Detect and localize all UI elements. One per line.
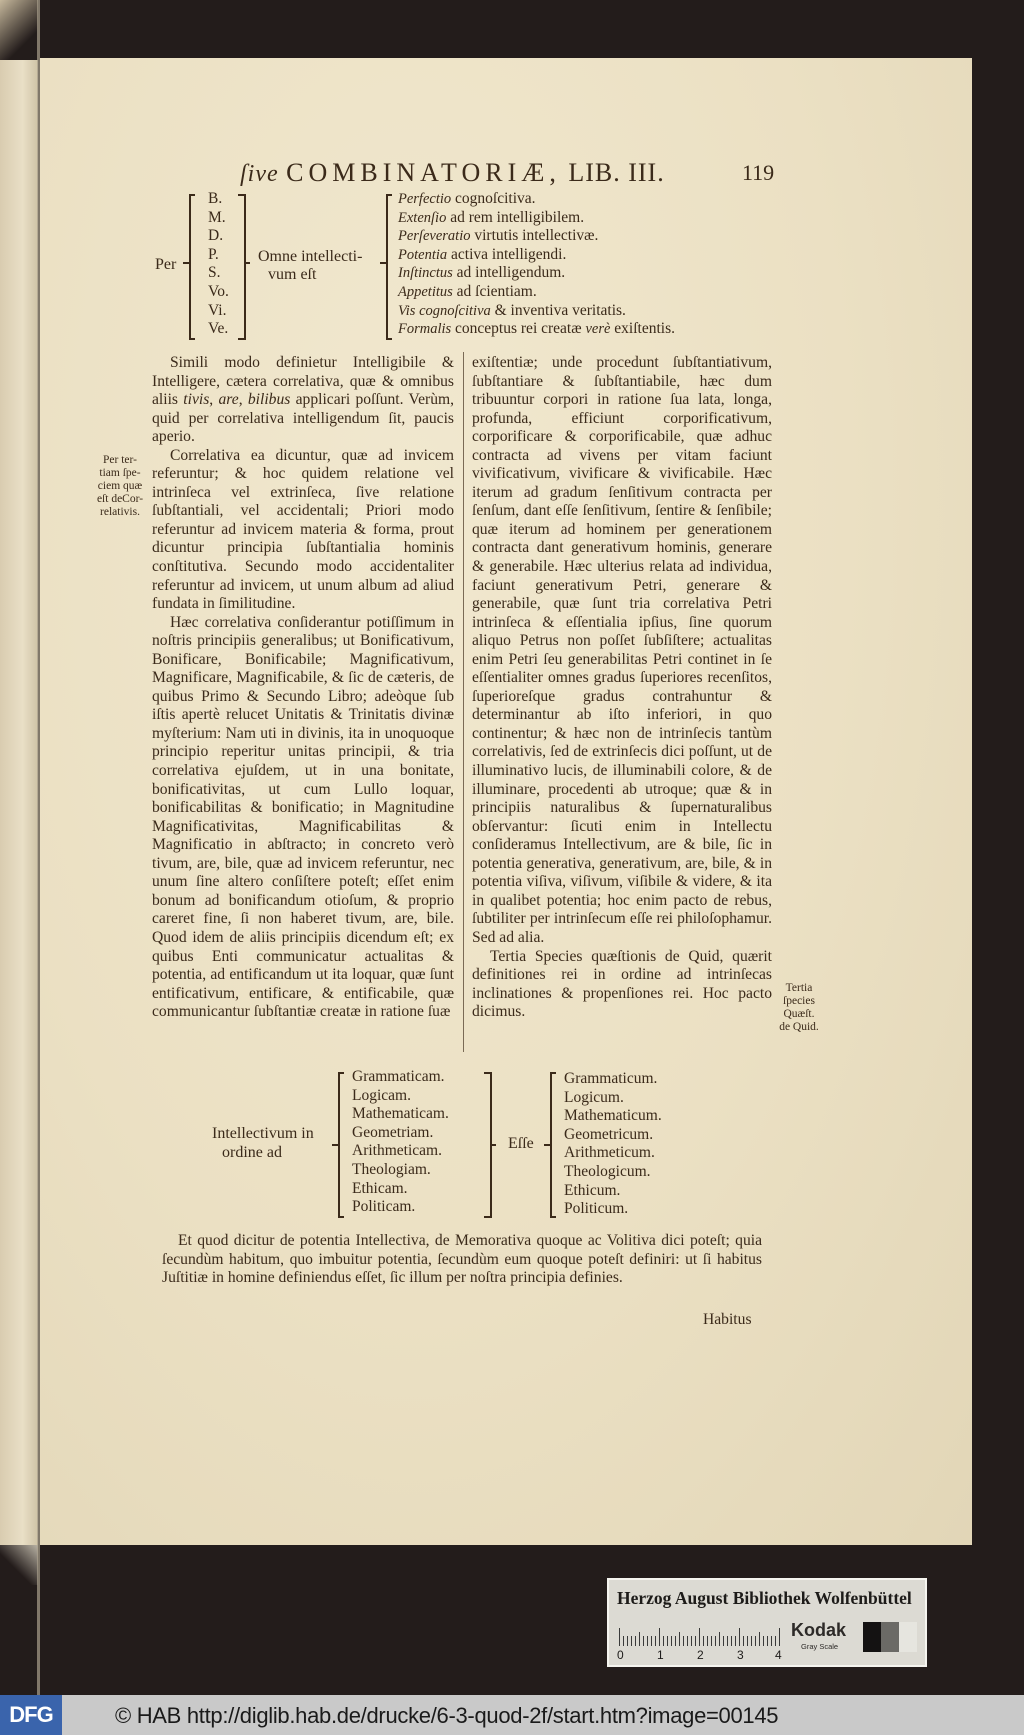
- ruler-label: 4: [775, 1648, 782, 1662]
- principle-letters: [208, 190, 229, 339]
- margin-note-correlatives: [92, 454, 148, 519]
- disciplines-list: [352, 1068, 449, 1217]
- definition-item: Extenſio ad rem intelligibilem.: [398, 208, 585, 226]
- discipline-item: Arithmeticam.: [352, 1142, 442, 1160]
- discipline-item: Theologiam.: [352, 1160, 431, 1178]
- bottom-paragraph: [162, 1232, 762, 1288]
- result-item: Ethicum.: [564, 1181, 621, 1199]
- library-name: Herzog August Bibliothek Wolfenbüttel: [617, 1588, 912, 1608]
- right-column: [472, 354, 772, 1022]
- result-item: Geometricum.: [564, 1125, 654, 1143]
- result-item: Logicum.: [564, 1088, 624, 1106]
- letter-item: S.: [208, 264, 221, 282]
- gray-patch-mid: [881, 1622, 899, 1652]
- discipline-item: Politicam.: [352, 1198, 416, 1216]
- running-head-lib: LIB. III.: [568, 158, 665, 187]
- label-line: Intellectivum in: [212, 1125, 314, 1142]
- paragraph: Tertia Species quæſtionis de Quid, quærit definitiones rei in ordine ad intrinſecas inclinationes & propenſiones rei. Hoc pacto dicimus.: [472, 947, 772, 1021]
- margin-line: Quæſt.: [783, 1008, 815, 1020]
- letter-item: M.: [208, 208, 226, 226]
- ruler-label: 1: [657, 1648, 664, 1662]
- definition-item: Perſeveratio virtutis intellectivæ.: [398, 227, 599, 245]
- discipline-item: Mathematicam.: [352, 1105, 449, 1123]
- paragraph: Et quod dicitur de potentia Intellectiva, de Memorativa quoque ac Volitiva dici poteſt; quia ſecundùm habitum, quo imbuitur potentia, ſecundùm eum quoque poteſt definiri: ut ſi habitus Juſtitiæ in homine definiendus eſſet, ſic illum per noſtra principia definies.: [162, 1232, 762, 1287]
- intellectivum-label: [212, 1124, 314, 1162]
- definition-item: Inſtinctus ad intelligendum.: [398, 264, 566, 282]
- letter-item: Vi.: [208, 301, 227, 319]
- letter-item: D.: [208, 227, 224, 245]
- footer-bar: [0, 1695, 1024, 1735]
- margin-line: ciem quæ: [97, 480, 143, 492]
- running-head: [240, 158, 665, 188]
- results-list: [564, 1070, 662, 1219]
- result-item: Politicum.: [564, 1200, 629, 1218]
- book-shadow-bottom: [0, 1545, 38, 1585]
- definition-item: Formalis conceptus rei creatæ verè exiſtentis.: [398, 320, 675, 338]
- color-calibration-bar: [607, 1578, 927, 1667]
- kodak-logo: Kodak: [791, 1620, 847, 1640]
- gray-patch-black: [863, 1622, 881, 1652]
- definition-item: Perfectio cognoſcitiva.: [398, 190, 536, 207]
- omne-line: vum eſt: [268, 266, 317, 283]
- margin-line: tiam ſpe-: [99, 467, 141, 479]
- discipline-item: Logicam.: [352, 1086, 411, 1104]
- margin-line: eſt deCor-: [96, 493, 144, 505]
- omne-line: Omne intellecti-: [258, 248, 363, 265]
- discipline-item: Geometriam.: [352, 1123, 434, 1141]
- ruler-label: 0: [617, 1648, 624, 1662]
- definition-item: Appetitus ad ſcientiam.: [398, 282, 537, 300]
- result-item: Grammaticum.: [564, 1070, 658, 1087]
- letter-item: B.: [208, 190, 223, 207]
- margin-note-tertia-species: [774, 982, 824, 1034]
- paragraph: exiſtentiæ; unde procedunt ſubſtantiativum, ſubſtantiare & ſubſtantiabile, hæc dum tribuuntur corpori in ratione ſua lata, longa, profunda, efficiunt corporificativum, corporificare & corporificabile, quæ adhuc contracta ad vivens per vitam faciunt vivificativum, vivificare & vivificabile. Hæc iterum ad gradum ſenſitivum contracta per ſenſum, dant eſſe ſenſitivum, ſentire & ſenſibile; quæ iterum ad hominem per generationem contracta dant generativum hominis, generare & generabile. Hæc ulterius relata ad individua, faciunt generativum Petri, generare & generabile, quæ ſunt tria correlativa Petri intrinſeca & eſſentialia ipſius, ſine quorum aliquo Petrus non poſſet ſubſiſtere; actualitas enim Petri ſeu generabilitas Petri continet in ſe eſſentialiter omnes gradus ſuperiores recenſitos, ſuperioreſque gradus contrahuntur & determinantur ab iſto inferiori, in quo continentur; & hæc non de intrinſecis tantùm correlativis, ſed de extrinſecis dici poſſunt, ut de illuminativo lucis, de illuminabili colore, & de illuminare, procedenti ab utroque; quæ & in principiis naturalibus & ſupernaturalibus obſervantur: ſicuti enim in Intellectu conſideramus Intellectivum, are & bile, ſic in potentia generativa, generativum, are, bile, & in potentia viſiva, viſivum, viſibile & videre, & ita in qualibet potentia; hoc enim pacto de rebus, ſubtiliter per intrinſecum eſſe rei philoſophamur. Sed ad alia.: [472, 354, 772, 946]
- discipline-item: Ethicam.: [352, 1179, 408, 1197]
- left-column: [152, 354, 454, 1022]
- paragraph: Simili modo definietur Intelligibile & Intelligere, cætera correlativa, quæ & omnibus aliis tivis, are, bilibus applicari poſſunt. Verùm, quid per correlativa intelligendum ſit, paucis aperio.: [152, 354, 455, 446]
- ruler-label: 3: [737, 1648, 744, 1662]
- definition-item: Vis cognoſcitiva & inventiva veritatis.: [398, 301, 626, 319]
- margin-line: Tertia: [785, 982, 813, 994]
- letter-item: Ve.: [208, 320, 229, 338]
- paragraph: Correlativa ea dicuntur, quæ ad invicem referuntur; & hoc quidem relatione vel intrinſeca vel extrinſeca, ſive relatione ſubſtantiali, vel accidentali; Priori modo referuntur ad invicem materia & forma, prout dicuntur principia ſubſtantialia hominis conſtitutiva. Secundo modo accidentaliter referuntur ad invicem, ut unum album ad aliud fundata in ſimilitudine.: [152, 446, 454, 613]
- esse-label: Eſſe: [508, 1135, 534, 1152]
- ruler-label: 2: [697, 1648, 704, 1662]
- copyright-link[interactable]: © HAB http://diglib.hab.de/drucke/6-3-quod-2f/start.htm?image=00145: [115, 1703, 779, 1728]
- running-head-title: COMBINATORIÆ,: [286, 158, 561, 187]
- margin-line: de Quid.: [779, 1021, 819, 1033]
- omne-intellectivum-label: [258, 248, 362, 284]
- book-shadow-top: [0, 0, 38, 60]
- definitions-list: [398, 190, 675, 339]
- per-label: Per: [155, 256, 177, 273]
- margin-line: Per ter-: [103, 454, 137, 466]
- page-number: 119: [742, 160, 775, 185]
- paragraph: Hæc correlativa conſiderantur potiſſimum in noſtris principiis generalibus; ut Bonificativum, Bonificare, Bonificabile; Magnificativum, Magnificare, Magnificabile, & ſic de cæteris, de quibus Primo & Secundo Libro; adeòque ſub iſtis apertè relucet Unitatis & Trinitatis divinæ myſterium: Nam uti in divinis, ita in unoquoque principio reperitur unitas principii, & tria correlativa ejuſdem, ut in una bonitate, bonificativitas, ut cum Lullo loquar, bonificabilitas & bonificatio; in Magnitudine Magnificativitas, Magnificabilitas & Magnificatio in abſtracto; in concreto verò tivum, are, bile, quæ ad invicem referuntur, nec unum ſine altero conſiſtere poteſt; eſſet enim bonum ad bonificandum otioſum, & proprio careret fine, ſi non haberet tivum, are, bile. Quod idem de aliis principiis dicendum eſt; ex quibus Enti communicatur actualitas & potentia, ad entificandum ut ita loquar, quæ ſunt entificativum, entificare, & entificabile, quæ communicantur ſubſtantiæ creatæ in ratione ſuæ: [152, 613, 454, 1021]
- gray-scale-label: Gray Scale: [801, 1642, 839, 1651]
- result-item: Theologicum.: [564, 1162, 651, 1180]
- margin-line: relativis.: [100, 506, 140, 518]
- adjacent-page-edge: [0, 20, 38, 1545]
- letter-item: Vo.: [208, 282, 229, 300]
- discipline-item: Grammaticam.: [352, 1068, 445, 1085]
- result-item: Mathematicum.: [564, 1107, 662, 1125]
- gray-patch-white: [899, 1622, 917, 1652]
- margin-line: ſpecies: [783, 995, 815, 1007]
- letter-item: P.: [208, 245, 219, 263]
- dfg-logo: DFG: [0, 1695, 62, 1735]
- running-head-prefix: ſive: [240, 161, 279, 187]
- ruler-icon: [619, 1618, 781, 1646]
- catchword: Habitus: [703, 1311, 752, 1328]
- definition-item: Potentia activa intelligendi.: [398, 245, 567, 263]
- column-rule: [463, 352, 464, 1052]
- result-item: Arithmeticum.: [564, 1144, 655, 1162]
- label-line: ordine ad: [222, 1144, 282, 1161]
